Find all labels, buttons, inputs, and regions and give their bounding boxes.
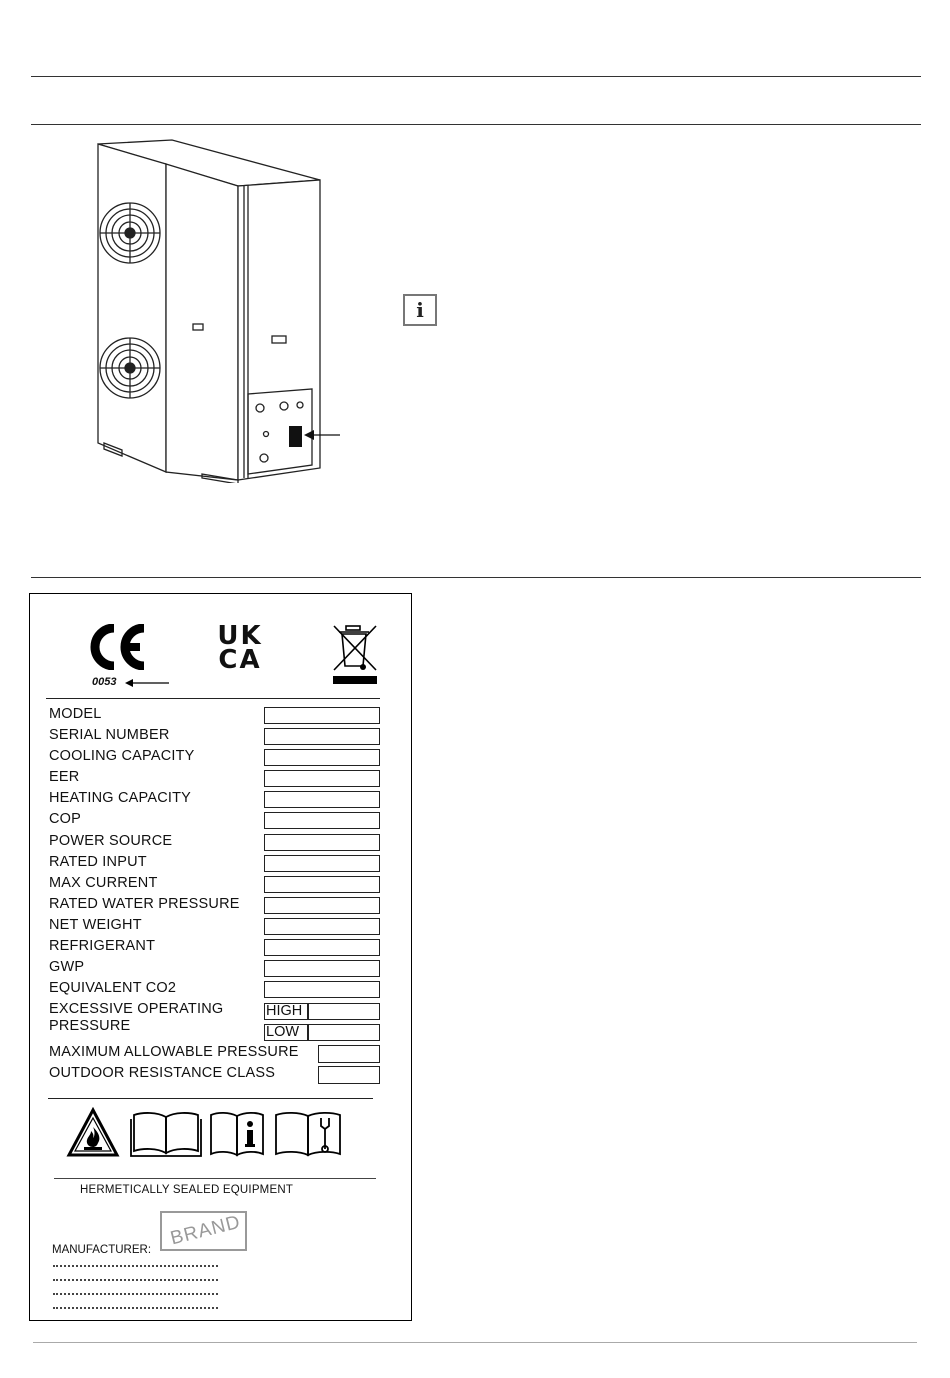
value-box-rated-water-pressure <box>264 897 380 914</box>
low-label: LOW <box>264 1024 308 1041</box>
label-heating-capacity: HEATING CAPACITY <box>49 790 192 806</box>
section-rule-2 <box>31 577 921 578</box>
label-cooling-capacity: COOLING CAPACITY <box>49 748 195 764</box>
plate-divider-middle <box>48 1098 373 1099</box>
label-serial-number: SERIAL NUMBER <box>49 727 170 743</box>
manual-book-icon <box>129 1109 203 1159</box>
value-box-gwp <box>264 960 380 977</box>
label-power-source: POWER SOURCE <box>49 833 173 849</box>
ukca-line2: CA <box>218 645 262 675</box>
label-equivalent-co2: EQUIVALENT CO2 <box>49 980 177 996</box>
manufacturer-line-2 <box>53 1279 218 1281</box>
value-box-low <box>308 1024 380 1041</box>
value-box-rated-input <box>264 855 380 872</box>
rating-plate <box>29 593 412 1321</box>
value-box-high <box>308 1003 380 1020</box>
weee-crossed-bin-icon <box>330 624 380 686</box>
plate-divider-bottom <box>54 1178 376 1179</box>
manufacturer-line-1 <box>53 1265 218 1267</box>
plate-divider-top <box>46 698 380 699</box>
value-box-maximum-allowable-pressure <box>318 1045 380 1063</box>
section-rule-1 <box>31 124 921 125</box>
ce-notified-body-number: 0053 <box>92 676 117 688</box>
heat-pump-unit-illustration <box>92 138 352 483</box>
label-refrigerant: REFRIGERANT <box>49 938 156 954</box>
info-icon: i <box>403 294 437 326</box>
brand-text: BRAND <box>168 1211 243 1250</box>
high-label: HIGH <box>264 1003 308 1020</box>
label-excessive-operating: EXCESSIVE OPERATING <box>49 1001 224 1017</box>
value-box-heating-capacity <box>264 791 380 808</box>
label-max-current: MAX CURRENT <box>49 875 158 891</box>
label-eer: EER <box>49 769 80 785</box>
ukca-line1: UK <box>217 621 263 651</box>
value-box-serial-number <box>264 728 380 745</box>
service-manual-icon <box>273 1109 343 1159</box>
label-maximum-allowable-pressure: MAXIMUM ALLOWABLE PRESSURE <box>49 1044 299 1060</box>
value-box-equivalent-co2 <box>264 981 380 998</box>
ce-arrow-icon <box>125 678 169 688</box>
label-gwp: GWP <box>49 959 85 975</box>
top-rule <box>31 76 921 77</box>
value-box-net-weight <box>264 918 380 935</box>
ce-mark-icon <box>86 624 148 670</box>
value-box-refrigerant <box>264 939 380 956</box>
value-box-cop <box>264 812 380 829</box>
value-box-power-source <box>264 834 380 851</box>
label-net-weight: NET WEIGHT <box>49 917 142 933</box>
value-box-model <box>264 707 380 724</box>
value-box-eer <box>264 770 380 787</box>
manufacturer-line-4 <box>53 1307 218 1309</box>
label-rated-water-pressure: RATED WATER PRESSURE <box>49 896 240 912</box>
value-box-outdoor-resistance-class <box>318 1066 380 1084</box>
label-cop: COP <box>49 811 82 827</box>
hermetically-sealed-text: HERMETICALLY SEALED EQUIPMENT <box>80 1184 294 1196</box>
manufacturer-line-3 <box>53 1293 218 1295</box>
manual-info-icon <box>208 1109 266 1159</box>
flammable-warning-icon <box>66 1107 120 1159</box>
footer-rule <box>33 1342 917 1343</box>
label-model: MODEL <box>49 706 102 722</box>
ukca-mark <box>212 621 268 675</box>
label-excessive-pressure: PRESSURE <box>49 1018 131 1034</box>
nameplate-location-marker <box>289 426 302 447</box>
label-rated-input: RATED INPUT <box>49 854 147 870</box>
manufacturer-label: MANUFACTURER: <box>52 1244 152 1256</box>
value-box-max-current <box>264 876 380 893</box>
value-box-cooling-capacity <box>264 749 380 766</box>
brand-logo-placeholder <box>160 1211 247 1251</box>
label-outdoor-resistance-class: OUTDOOR RESISTANCE CLASS <box>49 1065 276 1081</box>
